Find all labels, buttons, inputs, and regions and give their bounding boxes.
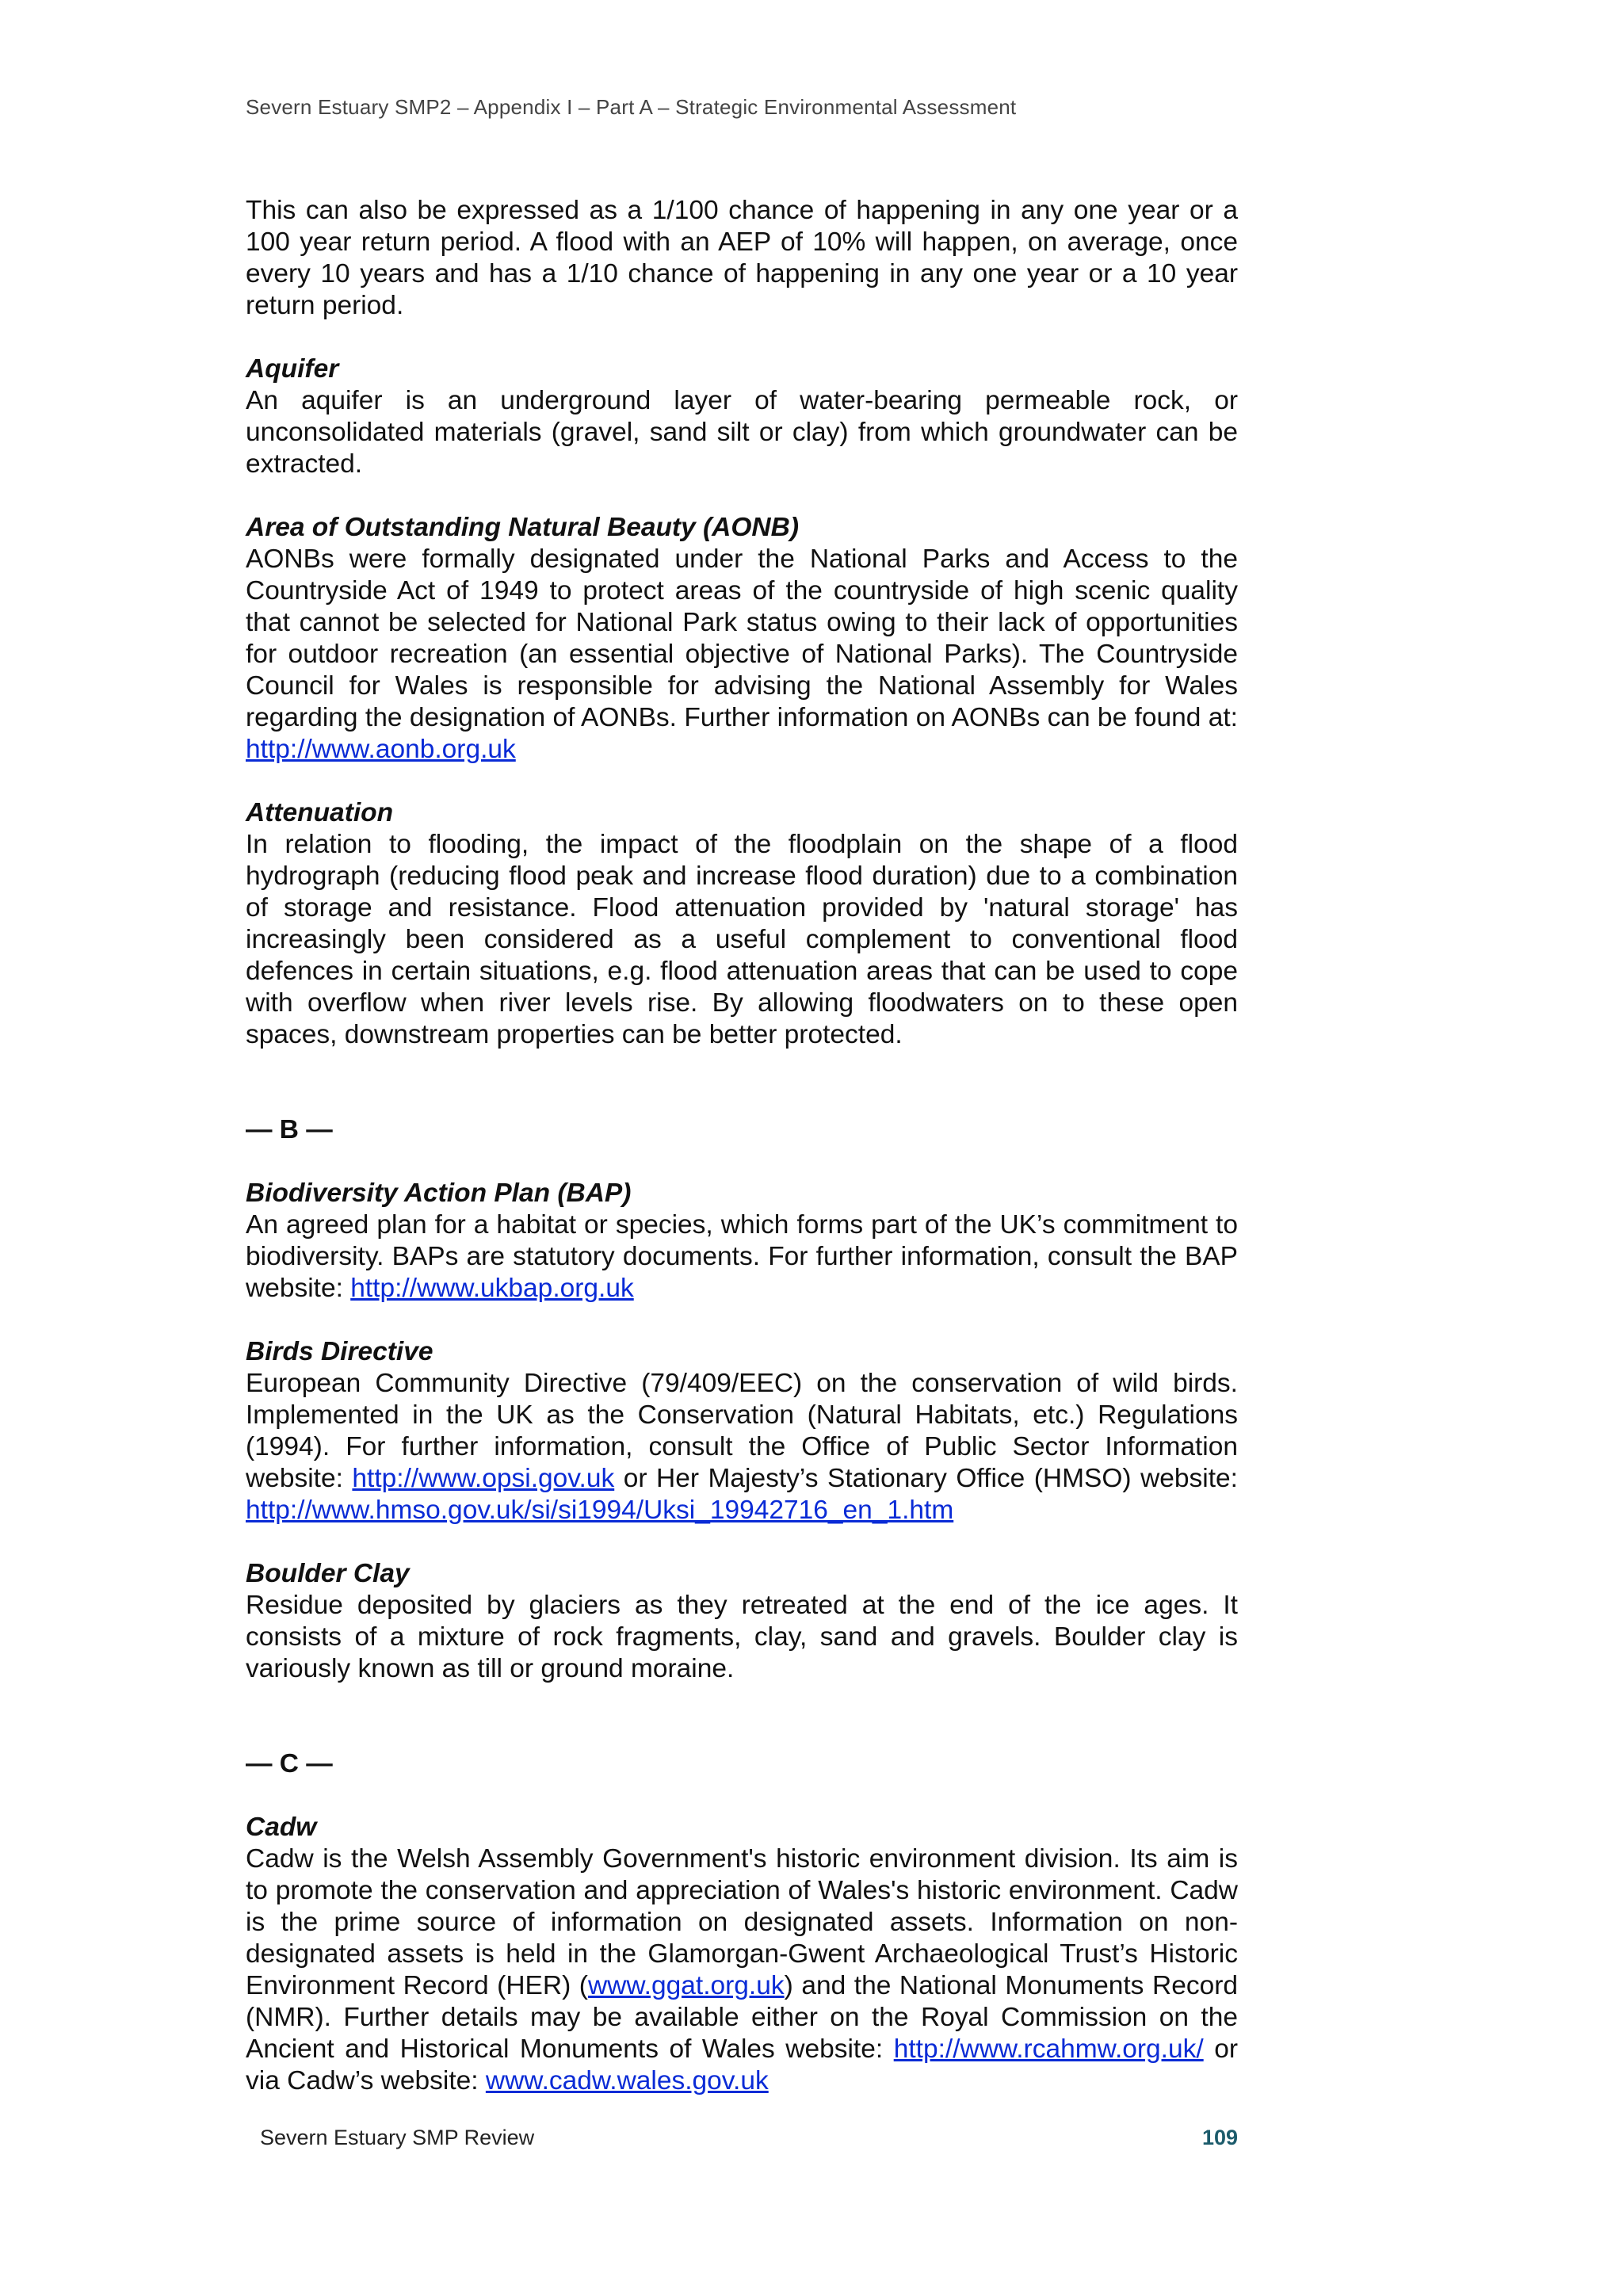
opsi-link[interactable]: http://www.opsi.gov.uk <box>352 1464 615 1493</box>
aonb-link[interactable]: http://www.aonb.org.uk <box>246 735 516 764</box>
document-body <box>246 195 1238 2097</box>
definition-aonb <box>246 544 1238 766</box>
hmso-link[interactable]: http://www.hmso.gov.uk/si/si1994/Uksi_19942716_en_1.htm <box>246 1496 954 1525</box>
page-number: 109 <box>1201 2126 1238 2149</box>
definition-bap <box>246 1209 1238 1305</box>
glossary-entry-bap <box>246 1178 1238 1305</box>
definition-bap-text: An agreed plan for a habitat or species, which forms part of the UK’s commitment to biodiversity. BAPs are statutory documents. For further information, consult the BAP website: <box>246 1210 1238 1303</box>
definition-aquifer: An aquifer is an underground layer of water-bearing permeable rock, or unconsolidated materials (gravel, sand silt or clay) from which groundwater can be extracted. <box>246 386 1238 479</box>
section-c <box>246 1748 1238 1780</box>
definition-cadw <box>246 1843 1238 2097</box>
term-boulder-clay: Boulder Clay <box>246 1559 410 1588</box>
glossary-entry-attenuation <box>246 797 1238 1051</box>
glossary-entry-aonb <box>246 512 1238 766</box>
definition-birds-directive <box>246 1368 1238 1526</box>
glossary-entry-cadw <box>246 1812 1238 2097</box>
definition-cadw-text-3: or via Cadw’s website: <box>246 2034 1238 2095</box>
definition-birds-text-1: European Community Directive (79/409/EEC) on the conservation of wild birds. Implemented in the UK as the Conservation (Natural Habitats, etc.) Regulations (1994). For further information, consult the Office of Public Sector Information website: <box>246 1369 1238 1493</box>
running-footer: Severn Estuary SMP Review <box>260 2126 535 2149</box>
term-aonb: Area of Outstanding Natural Beauty (AONB) <box>246 513 799 542</box>
definition-birds-text-2: or Her Majesty’s Stationary Office (HMSO) website: <box>614 1464 1238 1493</box>
glossary-entry-aquifer <box>246 353 1238 480</box>
term-cadw: Cadw <box>246 1813 317 1842</box>
term-aquifer: Aquifer <box>246 354 339 384</box>
intro-paragraph: This can also be expressed as a 1/100 chance of happening in any one year or a 100 year return period. A flood with an AEP of 10% will happen, on average, once every 10 years and has a 1/10 chance of happening in any one year or a 10 year return period. <box>246 196 1238 320</box>
definition-cadw-text-1: Cadw is the Welsh Assembly Government's historic environment division. Its aim is to promote the conservation and appreciation of Wales's historic environment. Cadw is the prime source of information on designated assets. Information on non-designated assets is held in the Glamorgan-Gwent Archaeological Trust’s Historic Environment Record (HER) ( <box>246 1844 1238 2000</box>
term-attenuation: Attenuation <box>246 798 394 827</box>
definition-boulder-clay: Residue deposited by glaciers as they retreated at the end of the ice ages. It consists of a mixture of rock fragments, clay, sand and gravels. Boulder clay is variously known as till or ground moraine. <box>246 1591 1238 1683</box>
glossary-entry-birds-directive <box>246 1336 1238 1526</box>
running-header: Severn Estuary SMP2 – Appendix I – Part A – Strategic Environmental Assessment <box>246 95 1017 119</box>
ukbap-link[interactable]: http://www.ukbap.org.uk <box>350 1274 634 1303</box>
cadw-link[interactable]: www.cadw.wales.gov.uk <box>485 2066 769 2095</box>
definition-attenuation: In relation to flooding, the impact of the floodplain on the shape of a flood hydrograph (reducing flood peak and increase flood duration) due to a combination of storage and resistance. Flood attenuation provided by 'natural storage' has increasingly been considered as a useful complement to conventional flood defences in certain situations, e.g. flood attenuation areas that can be used to cope with overflow when river levels rise. By allowing floodwaters on to these open spaces, downstream properties can be better protected. <box>246 830 1238 1049</box>
section-divider-c: — C — <box>246 1749 333 1778</box>
rcahmw-link[interactable]: http://www.rcahmw.org.uk/ <box>893 2034 1204 2064</box>
section-divider-b: — B — <box>246 1115 333 1144</box>
definition-cadw-text-2: ) and the National Monuments Record (NMR). Further details may be available either on the Royal Commission on the Ancient and Historical Monuments of Wales website: <box>246 1971 1238 2064</box>
ggat-link[interactable]: www.ggat.org.uk <box>587 1971 785 2000</box>
term-birds-directive: Birds Directive <box>246 1337 433 1366</box>
definition-aonb-text: AONBs were formally designated under the National Parks and Access to the Countryside Act of 1949 to protect areas of the countryside of high scenic quality that cannot be selected for National Park status owing to their lack of opportunities for outdoor recreation (an essential objective of National Parks). The Countryside Council for Wales is responsible for advising the National Assembly for Wales regarding the designation of AONBs. Further information on AONBs can be found at: <box>246 544 1238 732</box>
glossary-entry-boulder-clay <box>246 1558 1238 1685</box>
term-bap: Biodiversity Action Plan (BAP) <box>246 1179 632 1208</box>
section-b <box>246 1114 1238 1146</box>
